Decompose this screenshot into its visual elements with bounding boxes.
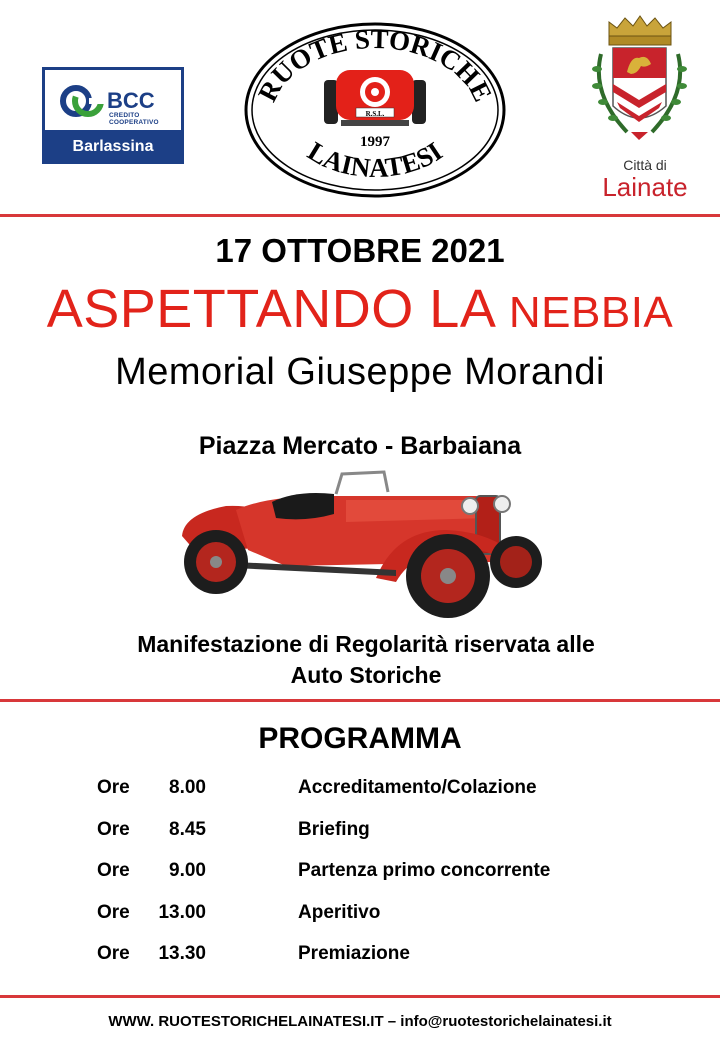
program-row-label: Ore	[97, 860, 130, 881]
footer-contact: WWW. RUOTESTORICHELAINATESI.IT – info@ruotestorichelainatesi.it	[108, 1013, 612, 1030]
program-row-time: 9.00	[169, 860, 206, 881]
program-row-label: Ore	[97, 902, 130, 923]
vintage-car-illustration	[176, 466, 544, 620]
municipality-prefix: Città di	[623, 157, 667, 173]
event-description-line1: Manifestazione di Regolarità riservata alle	[137, 631, 595, 657]
bcc-brand: BCC	[107, 88, 155, 113]
event-description-line2: Auto Storiche	[290, 662, 442, 688]
program-row-time: 8.45	[169, 819, 206, 840]
program-row-label: Ore	[97, 943, 130, 964]
program-row-activity: Accreditamento/Colazione	[298, 777, 537, 798]
program-row-label: Ore	[97, 777, 130, 798]
divider-middle	[0, 699, 720, 702]
program-row-activity: Briefing	[298, 819, 370, 840]
bcc-mark-icon	[59, 84, 105, 118]
program-row	[0, 777, 720, 801]
program-row	[0, 943, 720, 967]
event-title	[0, 278, 720, 340]
bcc-city: Barlassina	[72, 138, 154, 155]
program-row-time: 13.30	[158, 943, 206, 964]
bcc-logo-panel	[45, 70, 181, 130]
divider-top	[0, 214, 720, 217]
program-row-label: Ore	[97, 819, 130, 840]
program-row-time: 13.00	[158, 902, 206, 923]
municipality-name: Lainate	[602, 172, 688, 202]
event-location: Piazza Mercato - Barbaiana	[198, 432, 522, 460]
program-row-activity: Partenza primo concorrente	[298, 860, 551, 881]
divider-bottom	[0, 995, 720, 998]
event-memorial: Memorial Giuseppe Morandi	[115, 351, 605, 393]
bcc-subtitle: CREDITO COOPERATIVO	[109, 112, 159, 126]
program-row	[0, 819, 720, 843]
event-date: 17 OTTOBRE 2021	[215, 232, 505, 269]
club-plate: R.S.L.	[365, 110, 385, 118]
club-year: 1997	[360, 134, 390, 150]
event-title-small: NEBBIA	[508, 288, 674, 337]
bcc-barlassina-logo	[42, 67, 184, 164]
lainate-crest-icon	[587, 14, 692, 148]
program-row-time: 8.00	[169, 777, 206, 798]
event-title-main: ASPETTANDO LA	[46, 279, 494, 339]
program-row	[0, 860, 720, 884]
club-name-bottom: LAINATESI	[302, 135, 448, 184]
club-name-top: RUOTE STORICHE	[252, 23, 499, 107]
program-heading: PROGRAMMA	[258, 722, 462, 755]
program-row	[0, 902, 720, 926]
club-logo	[244, 22, 506, 198]
program-row-activity: Aperitivo	[298, 902, 381, 923]
program-row-activity: Premiazione	[298, 943, 410, 964]
